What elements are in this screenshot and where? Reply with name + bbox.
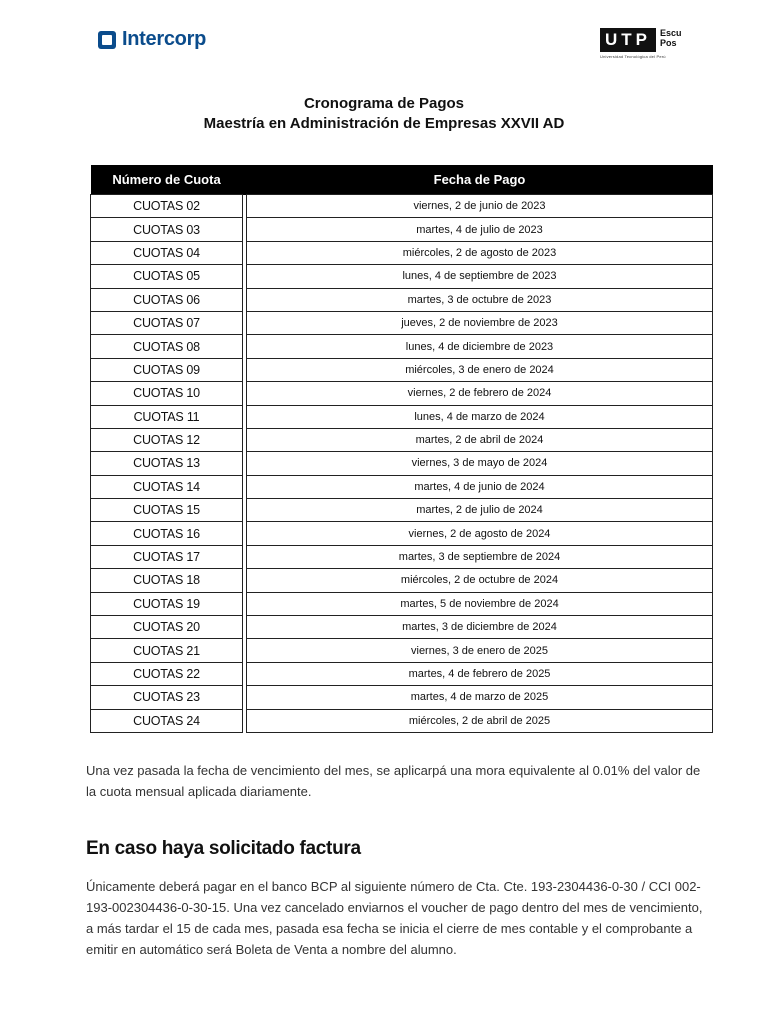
fecha-cell: martes, 4 de marzo de 2025 — [247, 686, 713, 709]
intercorp-logo-icon — [98, 31, 116, 49]
cuota-cell: CUOTAS 12 — [91, 428, 243, 451]
cuota-cell: CUOTAS 21 — [91, 639, 243, 662]
table-row — [91, 288, 713, 311]
cuota-cell: CUOTAS 09 — [91, 358, 243, 381]
table-row — [91, 428, 713, 451]
cuota-cell: CUOTAS 10 — [91, 382, 243, 405]
table-row — [91, 499, 713, 522]
fecha-cell: miércoles, 3 de enero de 2024 — [247, 358, 713, 381]
utp-logo-text: UTP — [600, 28, 656, 52]
fecha-cell: jueves, 2 de noviembre de 2023 — [247, 311, 713, 334]
cuota-cell: CUOTAS 24 — [91, 709, 243, 732]
cuota-cell: CUOTAS 13 — [91, 452, 243, 475]
intercorp-logo-text: Intercorp — [122, 28, 206, 50]
late-fee-note: Una vez pasada la fecha de vencimiento del mes, se aplicarpá una mora equivalente al 0.01% del valor de la cuota mensual aplicada diariamente. — [86, 763, 701, 799]
table-row — [91, 662, 713, 685]
table-row — [91, 382, 713, 405]
table-row — [91, 686, 713, 709]
table-row — [91, 522, 713, 545]
table-row — [91, 265, 713, 288]
fecha-cell: martes, 3 de octubre de 2023 — [247, 288, 713, 311]
cuota-cell: CUOTAS 04 — [91, 241, 243, 264]
page-header — [0, 26, 768, 66]
table-row — [91, 592, 713, 615]
cuota-cell: CUOTAS 02 — [91, 195, 243, 218]
cuota-cell: CUOTAS 07 — [91, 311, 243, 334]
invoice-section-heading: En caso haya solicitado factura — [86, 838, 361, 859]
table-row — [91, 358, 713, 381]
cuota-cell: CUOTAS 16 — [91, 522, 243, 545]
fecha-cell: martes, 4 de julio de 2023 — [247, 218, 713, 241]
fecha-cell: miércoles, 2 de abril de 2025 — [247, 709, 713, 732]
payment-schedule-table — [90, 165, 713, 733]
fecha-cell: martes, 4 de febrero de 2025 — [247, 662, 713, 685]
table-row — [91, 241, 713, 264]
cuota-cell: CUOTAS 20 — [91, 616, 243, 639]
table-row — [91, 709, 713, 732]
column-header-cuota: Número de Cuota — [91, 165, 243, 195]
intercorp-logo — [98, 28, 206, 51]
fecha-cell: viernes, 3 de enero de 2025 — [247, 639, 713, 662]
fecha-cell: viernes, 2 de febrero de 2024 — [247, 382, 713, 405]
utp-logo — [600, 28, 682, 52]
table-row — [91, 616, 713, 639]
cuota-cell: CUOTAS 22 — [91, 662, 243, 685]
utp-logo-side-bottom: Pos — [660, 38, 677, 48]
title-line-1: Cronograma de Pagos — [303, 95, 465, 112]
table-row — [91, 311, 713, 334]
table-row — [91, 405, 713, 428]
fecha-cell: viernes, 2 de junio de 2023 — [247, 195, 713, 218]
cuota-cell: CUOTAS 11 — [91, 405, 243, 428]
fecha-cell: lunes, 4 de septiembre de 2023 — [247, 265, 713, 288]
fecha-cell: miércoles, 2 de agosto de 2023 — [247, 241, 713, 264]
fecha-cell: martes, 2 de abril de 2024 — [247, 428, 713, 451]
table-row — [91, 218, 713, 241]
table-row — [91, 195, 713, 218]
document-title — [0, 94, 768, 134]
cuota-cell: CUOTAS 17 — [91, 545, 243, 568]
cuota-cell: CUOTAS 06 — [91, 288, 243, 311]
fecha-cell: martes, 4 de junio de 2024 — [247, 475, 713, 498]
cuota-cell: CUOTAS 03 — [91, 218, 243, 241]
table-body — [91, 195, 713, 733]
table-header-row — [91, 165, 713, 195]
cuota-cell: CUOTAS 15 — [91, 499, 243, 522]
fecha-cell: martes, 5 de noviembre de 2024 — [247, 592, 713, 615]
cuota-cell: CUOTAS 14 — [91, 475, 243, 498]
cuota-cell: CUOTAS 08 — [91, 335, 243, 358]
cuota-cell: CUOTAS 18 — [91, 569, 243, 592]
fecha-cell: lunes, 4 de diciembre de 2023 — [247, 335, 713, 358]
table-row — [91, 475, 713, 498]
invoice-section-body: Únicamente deberá pagar en el banco BCP al siguiente número de Cta. Cte. 193-2304436-0-30 / CCI 002-193-002304436-0-30-15. Una vez cancelado enviarnos el voucher de pago dentro del mes de vencimiento, a más tardar el 15 de cada mes, pasada esa fecha se inicia el cierre de mes contable y el comprobante a emitir en automático será Boleta de Venta a nombre del alumno. — [86, 879, 703, 957]
fecha-cell: miércoles, 2 de octubre de 2024 — [247, 569, 713, 592]
table-row — [91, 639, 713, 662]
fecha-cell: viernes, 2 de agosto de 2024 — [247, 522, 713, 545]
utp-logo-side-top: Escu — [660, 28, 682, 38]
fecha-cell: viernes, 3 de mayo de 2024 — [247, 452, 713, 475]
fecha-cell: martes, 3 de septiembre de 2024 — [247, 545, 713, 568]
cuota-cell: CUOTAS 23 — [91, 686, 243, 709]
utp-logo-subtext: Universidad Tecnológica del Perú — [600, 54, 666, 59]
cuota-cell: CUOTAS 05 — [91, 265, 243, 288]
column-header-fecha: Fecha de Pago — [247, 165, 713, 195]
fecha-cell: lunes, 4 de marzo de 2024 — [247, 405, 713, 428]
fecha-cell: martes, 2 de julio de 2024 — [247, 499, 713, 522]
table-row — [91, 545, 713, 568]
table-row — [91, 569, 713, 592]
cuota-cell: CUOTAS 19 — [91, 592, 243, 615]
title-line-2: Maestría en Administración de Empresas XXVII AD — [203, 115, 565, 132]
utp-logo-side — [660, 28, 682, 48]
table-row — [91, 335, 713, 358]
fecha-cell: martes, 3 de diciembre de 2024 — [247, 616, 713, 639]
table-row — [91, 452, 713, 475]
